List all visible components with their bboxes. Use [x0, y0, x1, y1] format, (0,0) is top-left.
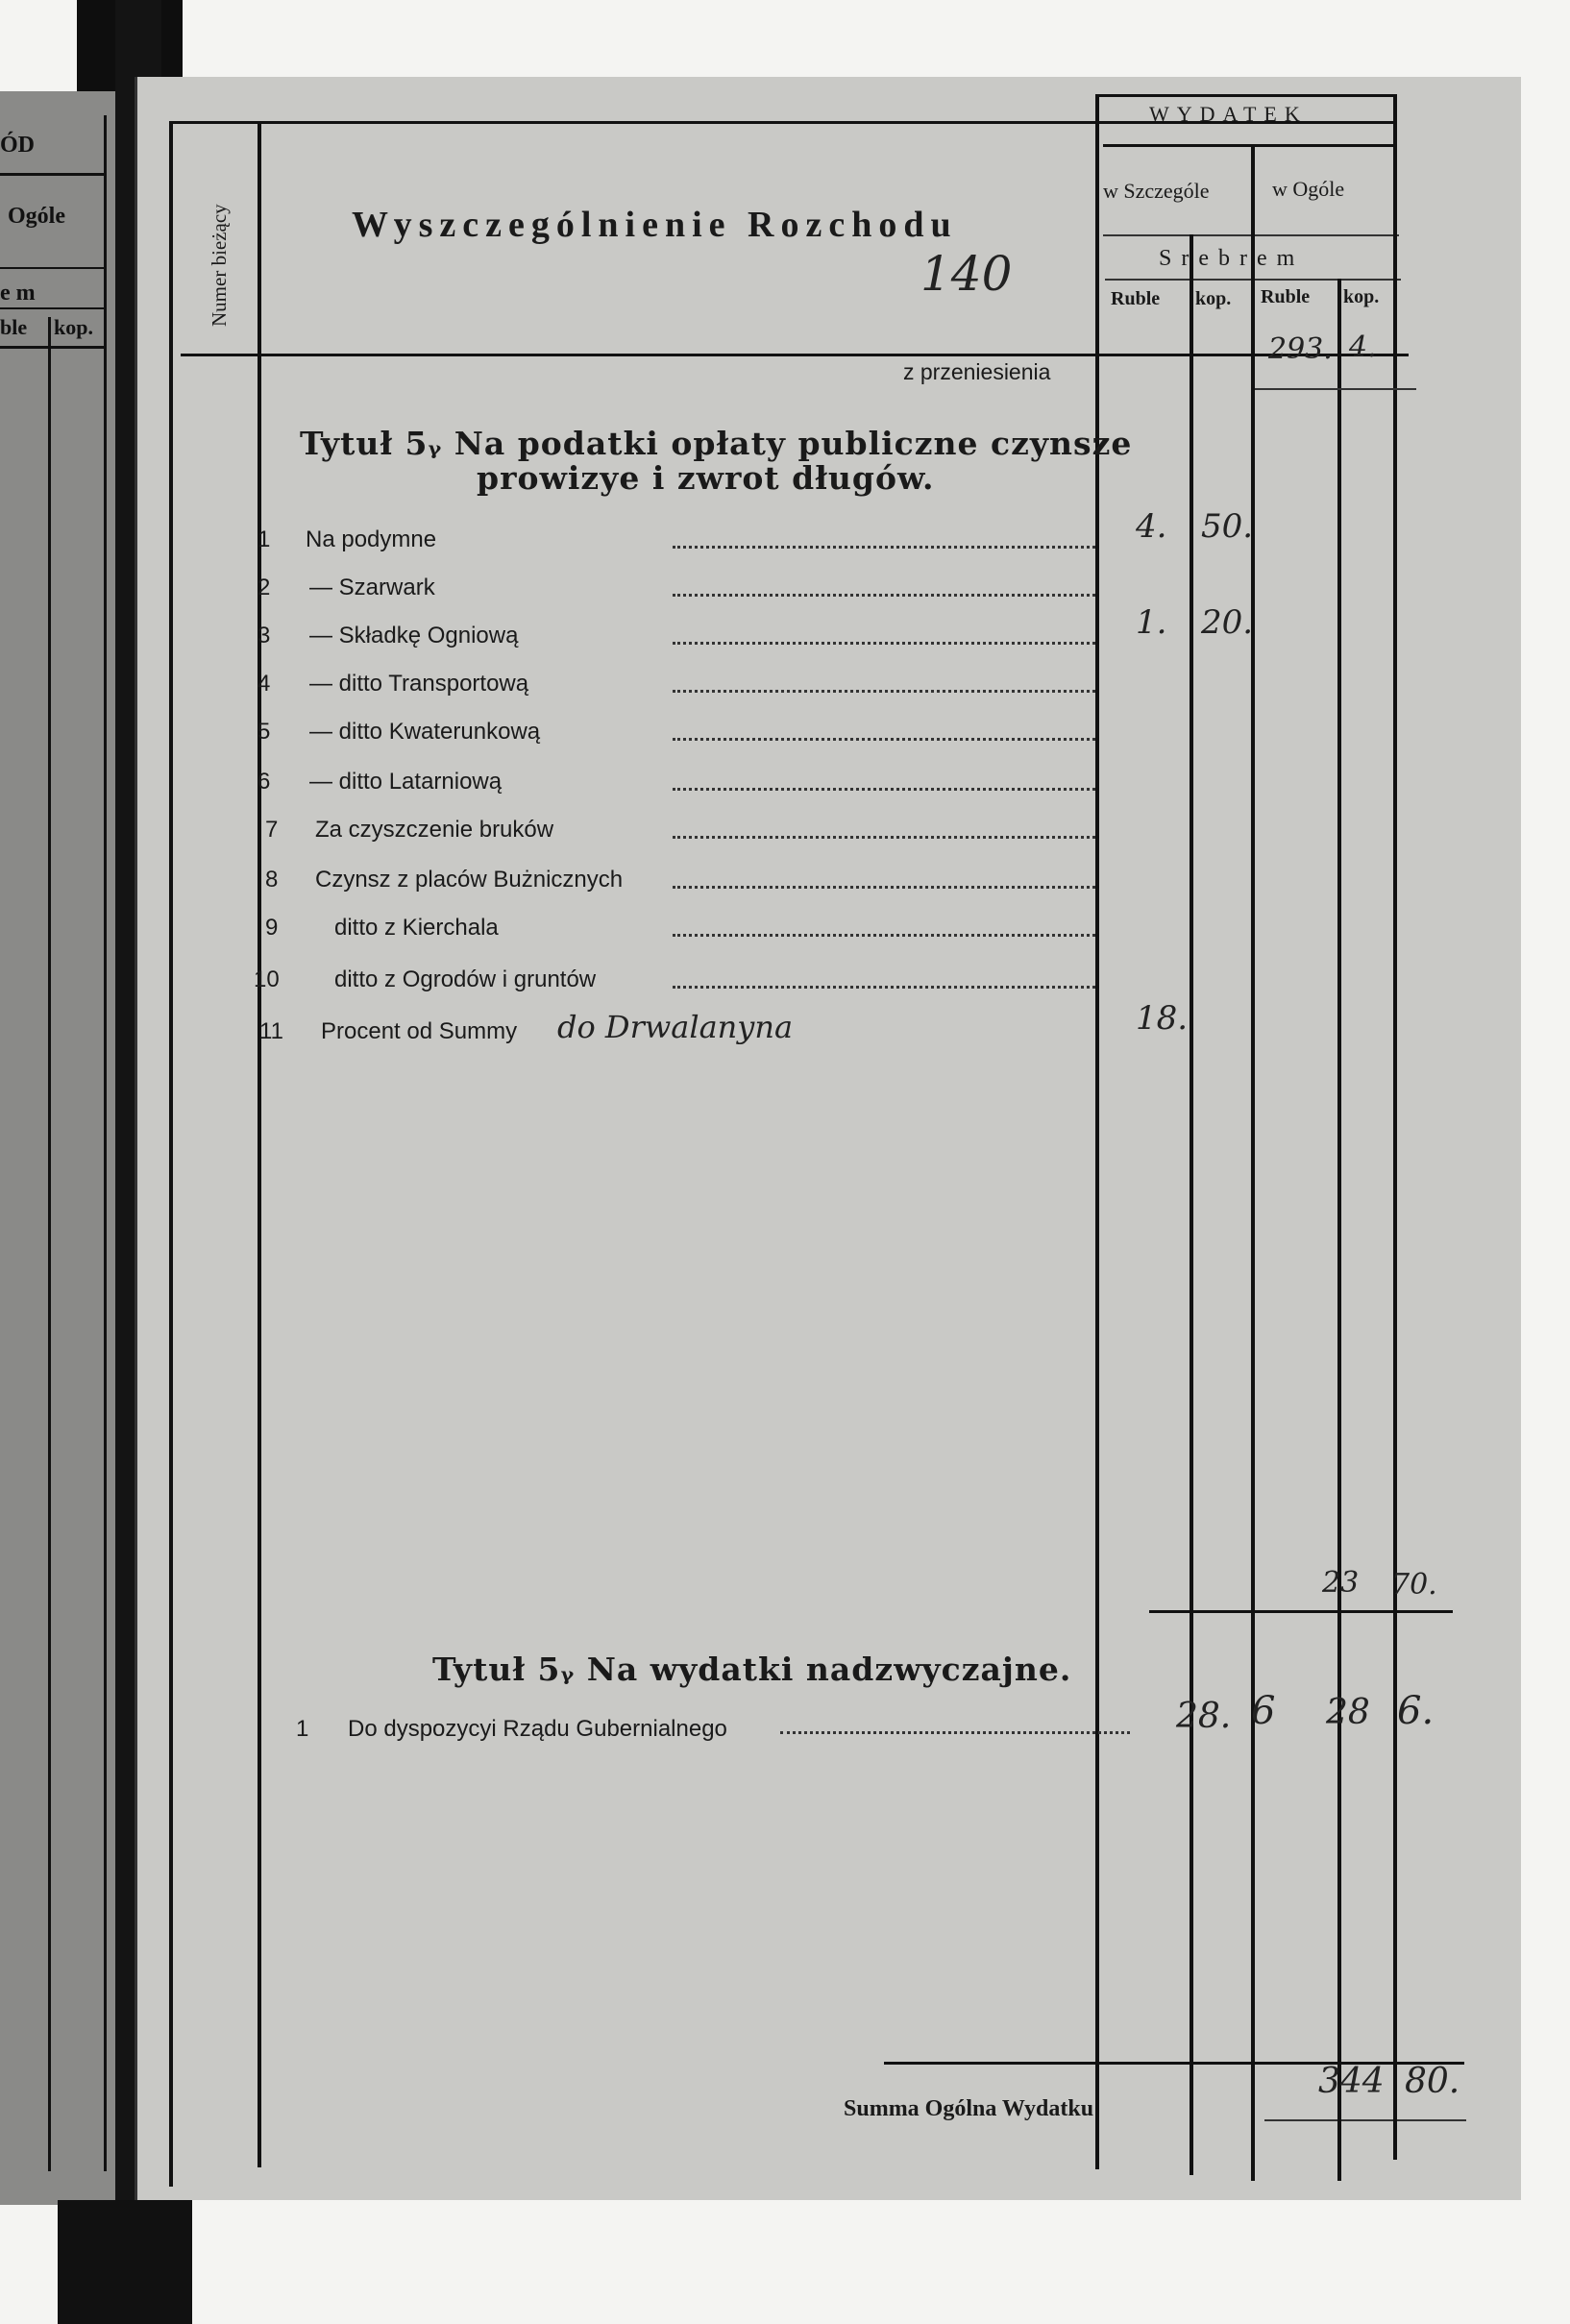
- leader-dots: [780, 1731, 1130, 1734]
- row-handwritten-note: do Drwalanyna: [557, 1009, 794, 1045]
- section-2-row-text: Do dyspozycyi Rządu Gubernialnego: [348, 1716, 727, 1742]
- number-column-rule: [258, 121, 261, 2167]
- wydatek-left-rule: [1095, 94, 1099, 2169]
- section-1-title-line2: prowizye i zwrot długów.: [477, 459, 935, 497]
- leader-dots: [673, 594, 1095, 597]
- row-description: ditto z Kierchala: [334, 915, 499, 941]
- section-2-title: Tytuł 5ᵧ Na wydatki nadzwyczajne.: [432, 1651, 1072, 1688]
- row-ruble: 18.: [1136, 999, 1189, 1038]
- section-1-title-line1: Tytuł 5ᵧ Na podatki opłaty publiczne czynsze: [300, 425, 1133, 462]
- leader-dots: [673, 934, 1095, 937]
- row-number: 6: [258, 769, 271, 795]
- summary-label: Summa Ogólna Wydatku: [844, 2096, 1094, 2121]
- left-page-col-e: kop.: [54, 315, 93, 339]
- ogole-kop-header: kop.: [1343, 286, 1380, 307]
- row-number: 3: [258, 623, 271, 648]
- leader-dots: [673, 690, 1095, 693]
- summary-kop: 80.: [1405, 2062, 1460, 2101]
- left-page-rule: [0, 307, 106, 309]
- page-title: Wyszczególnienie Rozchodu: [352, 205, 958, 245]
- row-number: 2: [258, 575, 271, 600]
- left-page-col-a: ÓD: [0, 133, 35, 158]
- row-description: — Składkę Ogniową: [309, 623, 519, 648]
- leader-dots: [673, 886, 1095, 889]
- row-number: 7: [265, 817, 279, 843]
- section-2-row-number: 1: [296, 1716, 309, 1742]
- number-column-label: Numer bieżący: [208, 204, 231, 327]
- szczegole-ruble-header: Ruble: [1111, 288, 1161, 309]
- left-page-col-d: ble: [0, 315, 28, 339]
- leader-dots: [673, 836, 1095, 839]
- szczegole-ruble-kop-rule: [1190, 234, 1193, 2175]
- summary-ruble: 344: [1318, 2062, 1385, 2101]
- w-szczegole-header: w Szczególe: [1103, 179, 1210, 203]
- carry-underline: [1255, 388, 1416, 390]
- carry-forward-ruble: 293.: [1268, 332, 1333, 366]
- row-description: Procent od Summy: [321, 1018, 518, 1044]
- wydatek-top-border: [1095, 94, 1395, 97]
- w-ogole-header: w Ogóle: [1272, 177, 1345, 201]
- left-page-rule: [0, 346, 106, 349]
- ledger-page: [135, 77, 1521, 2200]
- row-description: Czynsz z placów Bużnicznych: [315, 867, 624, 893]
- carry-forward-label: z przeniesienia: [903, 359, 1051, 384]
- leader-dots: [673, 642, 1095, 645]
- row-number: 8: [265, 867, 279, 893]
- book-spine-bottom: [58, 2200, 192, 2324]
- wydatek-header-rule: [1103, 144, 1397, 147]
- leader-dots: [673, 738, 1095, 741]
- row-description: — Szarwark: [309, 575, 435, 600]
- srebrem-header: Srebrem: [1159, 246, 1305, 271]
- row-description: — ditto Kwaterunkową: [309, 719, 541, 745]
- row-kop: 20.: [1201, 603, 1254, 642]
- right-border: [1393, 94, 1397, 2160]
- summary-underline: [1264, 2119, 1466, 2121]
- left-page-rule: [104, 115, 107, 2171]
- leader-dots: [673, 788, 1095, 791]
- row-ruble: 1.: [1136, 603, 1167, 642]
- section-1-total-ruble: 23: [1322, 1566, 1360, 1600]
- szczegole-ogole-rule: [1251, 144, 1255, 2181]
- carry-forward-kop: 4.: [1349, 330, 1377, 364]
- left-page-rule: [48, 317, 51, 2171]
- left-page-rule: [0, 267, 106, 269]
- left-page-col-c: e m: [0, 281, 36, 306]
- left-page-col-b: Ogóle: [8, 204, 65, 229]
- row-number: 9: [265, 915, 279, 941]
- row-kop: 50.: [1201, 507, 1254, 546]
- section-1-total-kop: 70.: [1391, 1568, 1437, 1602]
- left-page-rule: [0, 173, 106, 176]
- leader-dots: [673, 546, 1095, 549]
- wydatek-header: WYDATEK: [1149, 102, 1308, 126]
- ogole-ruble-kop-rule: [1337, 279, 1341, 2181]
- row-number: 1: [258, 526, 271, 552]
- row-description: Na podymne: [306, 526, 437, 552]
- section-2-kop: 6: [1251, 1689, 1276, 1733]
- section-2-ruble: 28.: [1176, 1697, 1232, 1736]
- row-description: — ditto Transportową: [309, 671, 529, 697]
- row-number: 5: [258, 719, 271, 745]
- row-ruble: 4.: [1136, 507, 1167, 546]
- leader-dots: [673, 986, 1095, 989]
- row-description: Za czyszczenie bruków: [315, 817, 554, 843]
- subtotal-rule: [1149, 1610, 1453, 1613]
- page-number: 140: [920, 246, 1013, 302]
- row-number: 10: [254, 966, 280, 992]
- row-number: 4: [258, 671, 271, 697]
- ogole-ruble-header: Ruble: [1261, 286, 1311, 307]
- section-2-total-kop: 6.: [1397, 1689, 1435, 1733]
- row-description: — ditto Latarniową: [309, 769, 503, 795]
- header-bottom-border: [181, 354, 1409, 356]
- left-border: [169, 121, 173, 2187]
- row-number: 11: [259, 1018, 283, 1044]
- szczegole-kop-header: kop.: [1195, 288, 1232, 309]
- row-description: ditto z Ogrodów i gruntów: [334, 966, 597, 992]
- section-2-total-ruble: 28: [1326, 1693, 1370, 1732]
